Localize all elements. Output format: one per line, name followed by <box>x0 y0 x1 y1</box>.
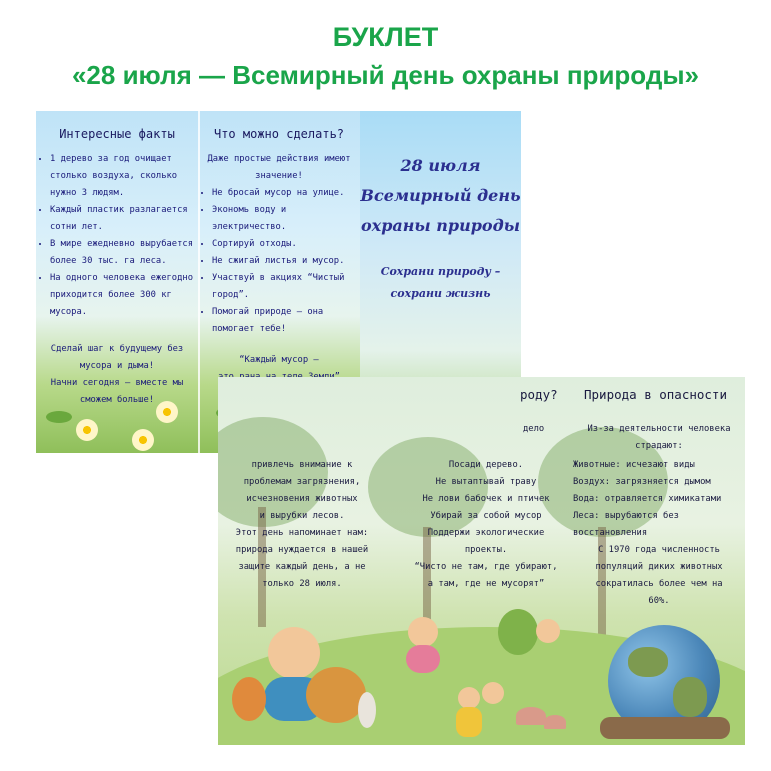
text-line: Убирай за собой мусор <box>430 511 542 521</box>
text-line: и вырубки лесов. <box>259 511 345 521</box>
facts-closing <box>36 341 198 409</box>
fact-item: • Каждый пластик разлагается сотни лет. <box>50 202 194 236</box>
earth-globe-illustration <box>673 677 707 717</box>
todo-item: • Сортируй отходы. <box>212 236 356 253</box>
closing-line: мусора и дыма! <box>79 361 155 371</box>
intro-line: Даже простые действия имеют <box>207 154 351 164</box>
text-line: Этот день напоминает нам: <box>235 528 369 538</box>
closing-line: сможем больше! <box>79 395 155 405</box>
col1-text <box>222 457 382 593</box>
text-line: популяций диких животных <box>595 562 723 572</box>
todo-list <box>198 185 360 338</box>
panel-facts <box>36 111 198 453</box>
col3-intro <box>573 421 745 455</box>
cover-line: 28 июля <box>400 156 481 175</box>
mushroom-decoration <box>516 707 546 725</box>
text-line: привлечь внимание к <box>251 460 353 470</box>
text-line: Животные: исчезают виды <box>573 460 695 470</box>
text-line: Не лови бабочек и птичек <box>422 494 550 504</box>
closing-line: Начни сегодня – вместе мы <box>50 378 184 388</box>
text-line: Не вытаптывай траву <box>435 477 537 487</box>
cover-line: Всемирный день <box>360 186 521 205</box>
fact-item: • На одного человека ежегодно приходится более 300 кг мусора. <box>50 270 194 321</box>
sapling-illustration <box>498 609 538 655</box>
text-line: защите каждый день, а не <box>238 562 366 572</box>
text-line: природа нуждается в нашей <box>235 545 369 555</box>
cat-illustration <box>232 677 266 721</box>
todo-item: • Не сжигай листья и мусор. <box>212 253 356 270</box>
earth-globe-illustration <box>628 647 668 677</box>
facts-heading: Интересные факты <box>59 127 175 141</box>
col1-partial: дело <box>523 424 545 434</box>
kid-illustration <box>536 619 560 643</box>
cover-line: охраны природы <box>361 216 520 235</box>
fact-item: • В мире ежедневно вырубается более 30 тыс. га леса. <box>50 236 194 270</box>
text-line: а там, где не мусорят” <box>427 579 545 589</box>
todo-item: • Экономь воду и электричество. <box>212 202 356 236</box>
ground-illustration <box>600 717 730 739</box>
todo-heading: Что можно сделать? <box>213 127 345 141</box>
col2-text <box>400 457 572 593</box>
dog-illustration <box>306 667 366 723</box>
fact-item: • 1 дерево за год очищает столько воздуха, сколько нужно 3 людям. <box>50 151 194 202</box>
girl-illustration <box>406 645 440 673</box>
text-line: только 28 июля. <box>262 579 342 589</box>
cover-title <box>360 151 521 241</box>
trash-bag-illustration <box>456 707 482 737</box>
text-line: Посади дерево. <box>448 460 524 470</box>
mushroom-decoration <box>544 715 566 729</box>
text-line: С 1970 года численность <box>598 545 720 555</box>
text-line: Леса: вырубаются без <box>573 511 679 521</box>
text-line: восстановления <box>573 528 648 538</box>
col3-heading: Природа в опасности <box>584 387 727 402</box>
boy-illustration <box>268 627 320 679</box>
todo-item: • Участвуй в акциях “Чистый город”. <box>212 270 356 304</box>
booklet-inner-sheet <box>218 377 745 745</box>
text-line: сократилась более чем на <box>595 579 723 589</box>
slogan-line: Сохрани природу – <box>380 265 501 278</box>
flower-decoration <box>156 401 178 423</box>
text-line: Воздух: загрязняется дымом <box>573 477 711 487</box>
slogan-line: сохрани жизнь <box>390 287 491 300</box>
facts-list <box>36 151 198 321</box>
todo-item: • Не бросай мусор на улице. <box>212 185 356 202</box>
todo-intro <box>198 151 360 185</box>
intro-line: значение! <box>255 171 303 181</box>
text-line: Из-за деятельности человека <box>587 424 731 434</box>
kid-illustration <box>458 687 480 709</box>
text-line: 60%. <box>648 596 670 606</box>
todo-item: • Помогай природе – она помогает тебе! <box>212 304 356 338</box>
flower-decoration <box>76 419 98 441</box>
cover-slogan <box>360 261 521 305</box>
rabbit-illustration <box>358 692 376 728</box>
text-line: Поддержи экологические <box>427 528 545 538</box>
text-line: страдают: <box>635 441 683 451</box>
col3-closing <box>573 542 745 610</box>
girl-illustration <box>408 617 438 647</box>
text-line: Вода: отравляется химикатами <box>573 494 722 504</box>
quote-line: “Каждый мусор – <box>239 355 319 365</box>
kid-illustration <box>482 682 504 704</box>
closing-line: Сделай шаг к будущему без <box>50 344 184 354</box>
flower-decoration <box>132 429 154 451</box>
text-line: “Чисто не там, где убирают, <box>414 562 558 572</box>
col3-list <box>573 457 745 542</box>
text-line: проблемам загрязнения, <box>243 477 361 487</box>
leaf-decoration <box>46 411 72 423</box>
booklet-subtitle: «28 июля — Всемирный день охраны природы» <box>71 60 700 90</box>
col2-heading-partial: роду? <box>520 387 558 402</box>
text-line: исчезновения животных <box>246 494 358 504</box>
booklet-title: БУКЛЕТ <box>332 22 439 52</box>
text-line: проекты. <box>464 545 508 555</box>
